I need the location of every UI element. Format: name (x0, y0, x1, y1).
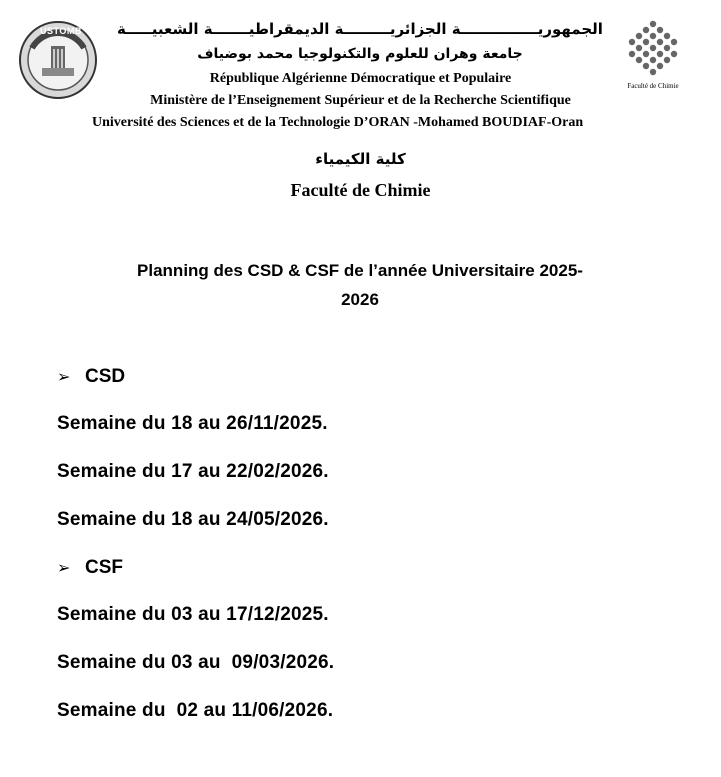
university-name-arabic: جامعة وهران للعلوم والتكنولوجيا محمد بوضياف (197, 46, 523, 62)
university-logo (18, 20, 98, 100)
week-item: Semaine du 18 au 26/11/2025. (57, 413, 328, 434)
arrow-bullet-icon: ➢ (57, 560, 71, 577)
title-line-2: 2026 (341, 290, 379, 309)
university-name-french: Université des Sciences et de la Technologie D’ORAN -Mohamed BOUDIAF-Oran (92, 115, 584, 130)
republic-name-french: République Algérienne Démocratique et Populaire (209, 71, 512, 86)
ministry-name: Ministère de l’Enseignement Supérieur et de la Recherche Scientifique (150, 93, 571, 108)
week-item: Semaine du 03 au 09/03/2026. (57, 652, 335, 673)
week-item: Semaine du 02 au 11/06/2026. (57, 700, 334, 721)
section-heading-csf (57, 557, 123, 579)
week-item: Semaine du 17 au 22/02/2026. (57, 461, 329, 482)
section-label: CSD (85, 366, 126, 387)
republic-name-arabic: الجمهوريـــــــــــــــة الجزائريـــــــــة الديمقراطيـــــــة الشعبيـــــة (117, 20, 603, 38)
arrow-bullet-icon: ➢ (57, 369, 71, 386)
week-item: Semaine du 03 au 17/12/2025. (57, 604, 329, 625)
week-item: Semaine du 18 au 24/05/2026. (57, 509, 329, 530)
faculty-name-arabic: كلية الكيمياء (315, 150, 406, 168)
section-heading-csd (57, 366, 125, 388)
page-title (60, 256, 660, 314)
faculty-logo-caption: Faculté de Chimie (627, 82, 679, 90)
faculty-name-french: Faculté de Chimie (290, 180, 431, 200)
title-line-1: Planning des CSD & CSF de l’année Universitaire 2025- (137, 261, 583, 280)
logo-seal-text: USTOMB (40, 26, 82, 36)
section-label: CSF (85, 557, 123, 578)
